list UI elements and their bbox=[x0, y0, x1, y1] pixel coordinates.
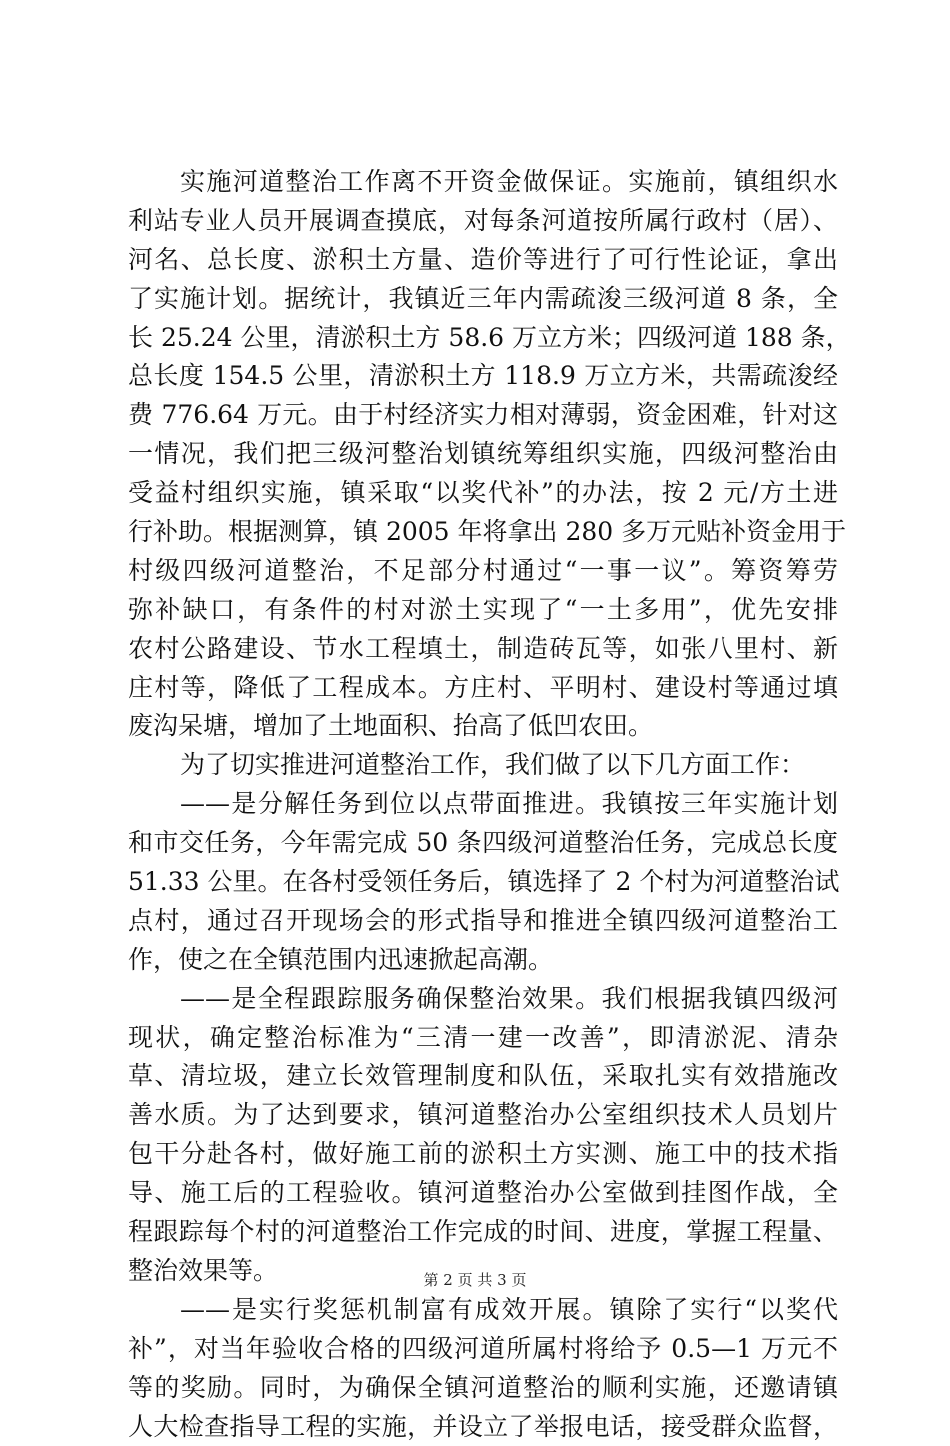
text-line: 庄村等，降低了工程成本。方庄村、平明村、建设村等通过填 bbox=[128, 669, 838, 708]
text-line: 农村公路建设、节水工程填土，制造砖瓦等，如张八里村、新 bbox=[128, 630, 838, 669]
text-line: ——是全程跟踪服务确保整治效果。我们根据我镇四级河 bbox=[128, 980, 838, 1019]
text-line: 整治效果等。 bbox=[128, 1252, 838, 1291]
text-line: 导、施工后的工程验收。镇河道整治办公室做到挂图作战，全 bbox=[128, 1174, 838, 1213]
text-line: 作，使之在全镇范围内迅速掀起高潮。 bbox=[128, 941, 838, 980]
text-line: 一情况，我们把三级河整治划镇统筹组织实施，四级河整治由 bbox=[128, 435, 838, 474]
text-line: 废沟呆塘，增加了土地面积、抬高了低凹农田。 bbox=[128, 707, 838, 746]
text-line: 补”，对当年验收合格的四级河道所属村将给予 0.5—1 万元不 bbox=[128, 1330, 838, 1369]
text-line: 费 776.64 万元。由于村经济实力相对薄弱，资金困难，针对这 bbox=[128, 396, 838, 435]
text-line: 受益村组织实施，镇采取“以奖代补”的办法，按 2 元/方土进 bbox=[128, 474, 838, 513]
text-line: 和市交任务，今年需完成 50 条四级河道整治任务，完成总长度 bbox=[128, 824, 838, 863]
text-line: 包干分赴各村，做好施工前的淤积土方实测、施工中的技术指 bbox=[128, 1135, 838, 1174]
text-line: 村级四级河道整治，不足部分村通过“一事一议”。筹资筹劳 bbox=[128, 552, 838, 591]
text-line: 利站专业人员开展调查摸底，对每条河道按所属行政村（居）、 bbox=[128, 202, 838, 241]
text-line: 了实施计划。据统计，我镇近三年内需疏浚三级河道 8 条，全 bbox=[128, 280, 838, 319]
document-body bbox=[128, 163, 838, 1446]
text-line: 现状，确定整治标准为“三清一建一改善”，即清淤泥、清杂 bbox=[128, 1019, 838, 1058]
text-line: 草、清垃圾，建立长效管理制度和队伍，采取扎实有效措施改 bbox=[128, 1057, 838, 1096]
text-line: 51.33 公里。在各村受领任务后，镇选择了 2 个村为河道整治试 bbox=[128, 863, 838, 902]
text-line: 善水质。为了达到要求，镇河道整治办公室组织技术人员划片 bbox=[128, 1096, 838, 1135]
text-line: 总长度 154.5 公里，清淤积土方 118.9 万立方米，共需疏浚经 bbox=[128, 357, 838, 396]
text-line: 行补助。根据测算，镇 2005 年将拿出 280 多万元贴补资金用于 bbox=[128, 513, 838, 552]
text-line: 人大检查指导工程的实施，并设立了举报电话，接受群众监督， bbox=[128, 1408, 838, 1446]
text-line: ——是实行奖惩机制富有成效开展。镇除了实行“以奖代 bbox=[128, 1291, 838, 1330]
text-line: 等的奖励。同时，为确保全镇河道整治的顺利实施，还邀请镇 bbox=[128, 1369, 838, 1408]
text-line: ——是分解任务到位以点带面推进。我镇按三年实施计划 bbox=[128, 785, 838, 824]
text-line: 长 25.24 公里，清淤积土方 58.6 万立方米；四级河道 188 条， bbox=[128, 319, 838, 358]
text-line: 点村，通过召开现场会的形式指导和推进全镇四级河道整治工 bbox=[128, 902, 838, 941]
text-line: 河名、总长度、淤积土方量、造价等进行了可行性论证，拿出 bbox=[128, 241, 838, 280]
page-footer: 第 2 页 共 3 页 bbox=[0, 1270, 950, 1290]
text-line: 为了切实推进河道整治工作，我们做了以下几方面工作： bbox=[128, 746, 838, 785]
text-line: 实施河道整治工作离不开资金做保证。实施前，镇组织水 bbox=[128, 163, 838, 202]
text-line: 弥补缺口，有条件的村对淤土实现了“一土多用”，优先安排 bbox=[128, 591, 838, 630]
text-line: 程跟踪每个村的河道整治工作完成的时间、进度，掌握工程量、 bbox=[128, 1213, 838, 1252]
